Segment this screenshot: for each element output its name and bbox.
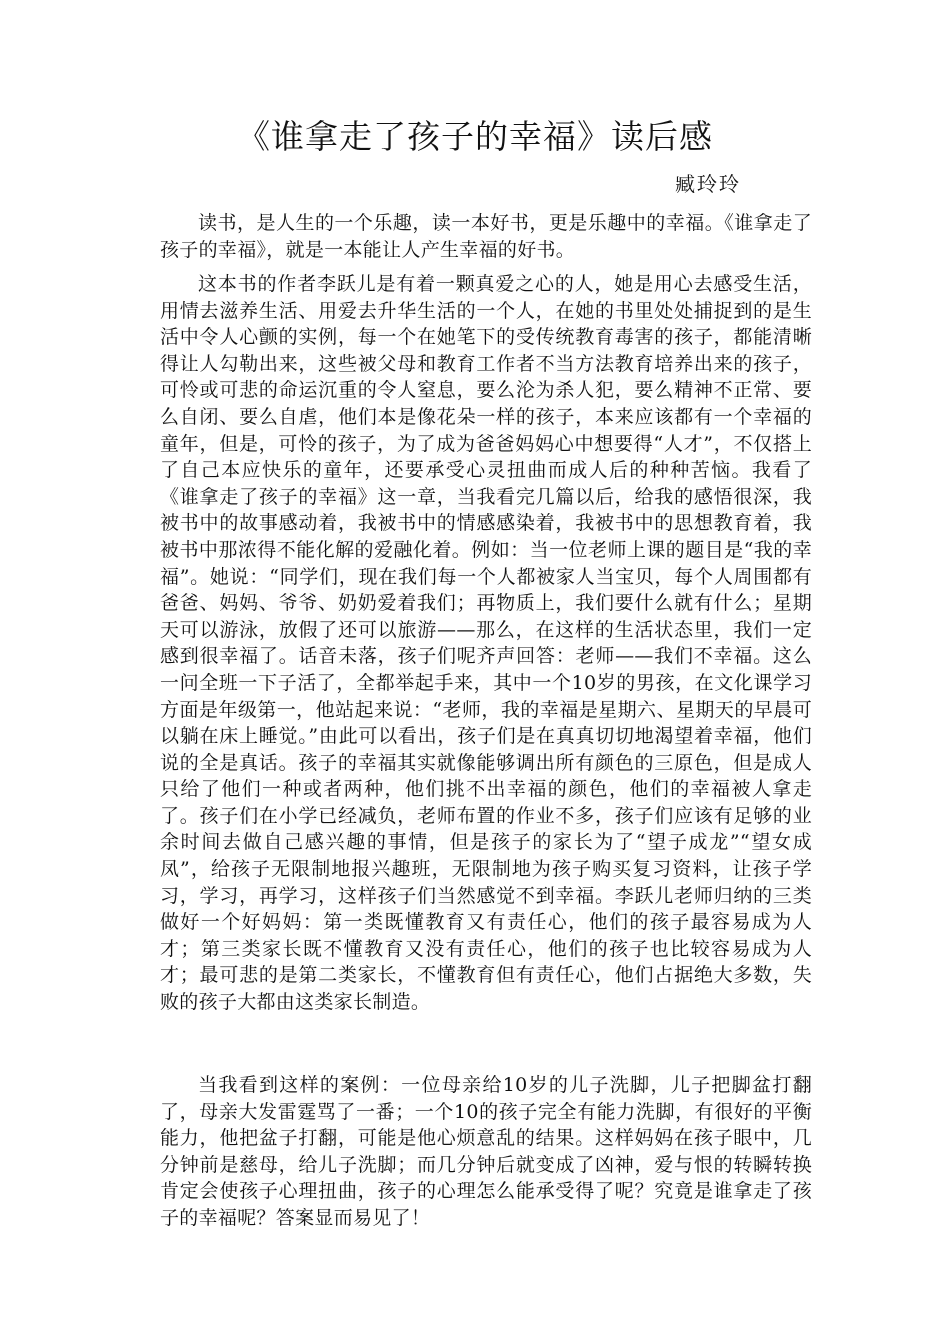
- author-name: 臧玲玲: [675, 172, 741, 196]
- paragraph-2: 这本书的作者李跃儿是有着一颗真爱之心的人，她是用心去感受生活，用情去滋养生活、用爱去升华生活的一个人，在她的书里处处捕捉到的是生活中令人心颤的实例，每一个在她笔下的受传统教育毒害的孩子，都能清晰得让人勾勒出来，这些被父母和教育工作者不当方法教育培养出来的孩子，可怜或可悲的命运沉重的令人窒息，要么沦为杀人犯，要么精神不正常、要么自闭、要么自虐，他们本是像花朵一样的孩子，本来应该都有一个幸福的童年，但是，可怜的孩子，为了成为爸爸妈妈心中想要得“人才”，不仅搭上了自己本应快乐的童年，还要承受心灵扭曲而成人后的种种苦恼。我看了《谁拿走了孩子的幸福》这一章，当我看完几篇以后，给我的感悟很深，我被书中的故事感动着，我被书中的情感感染着，我被书中的思想教育着，我被书中那浓得不能化解的爱融化着。例如：当一位老师上课的题目是“我的幸福”。她说：“同学们，现在我们每一个人都被家人当宝贝，每个人周围都有爸爸、妈妈、爷爷、奶奶爱着我们；再物质上，我们要什么就有什么；星期天可以游泳，放假了还可以旅游——那么，在这样的生活状态里，我们一定感到很幸福了。话音未落，孩子们呢齐声回答：老师——我们不幸福。这么一问全班一下子活了，全都举起手来，其中一个10岁的男孩，在文化课学习方面是年级第一，他站起来说：“老师，我的幸福是星期六、星期天的早晨可以躺在床上睡觉。”由此可以看出，孩子们是在真真切切地渴望着幸福，他们说的全是真话。孩子的幸福其实就像能够调出所有颜色的三原色，但是成人只给了他们一种或者两种，他们挑不出幸福的颜色，他们的幸福被人拿走了。孩子们在小学已经减负，老师布置的作业不多，孩子们应该有足够的业余时间去做自己感兴趣的事情，但是孩子的家长为了“望子成龙”“望女成凤”，给孩子无限制地报兴趣班，无限制地为孩子购买复习资料，让孩子学习，学习，再学习，这样孩子们当然感觉不到幸福。李跃儿老师归纳的三类做好一个好妈妈：第一类既懂教育又有责任心，他们的孩子最容易成为人才；第三类家长既不懂教育又没有责任心，他们的孩子也比较容易成为人才；最可悲的是第二类家长，不懂教育但有责任心，他们占据绝大多数，失败的孩子大都由这类家长制造。: [160, 273, 812, 1014]
- paragraph-1: 读书，是人生的一个乐趣，读一本好书，更是乐趣中的幸福。《谁拿走了孩子的幸福》，就是一本能让人产生幸福的好书。: [160, 212, 812, 261]
- paragraph-3: 当我看到这样的案例：一位母亲给10岁的儿子洗脚，儿子把脚盆打翻了，母亲大发雷霆骂了一番；一个10的孩子完全有能力洗脚，有很好的平衡能力，他把盆子打翻，可能是他心烦意乱的结果。这样妈妈在孩子眼中，几分钟前是慈母，给儿子洗脚；而几分钟后就变成了凶神，爱与恨的转瞬转换肯定会使孩子心理扭曲，孩子的心理怎么能承受得了呢？究竟是谁拿走了孩子的幸福呢？答案显而易见了！: [160, 1074, 812, 1229]
- page-title: 《谁拿走了孩子的幸福》读后感: [237, 117, 713, 156]
